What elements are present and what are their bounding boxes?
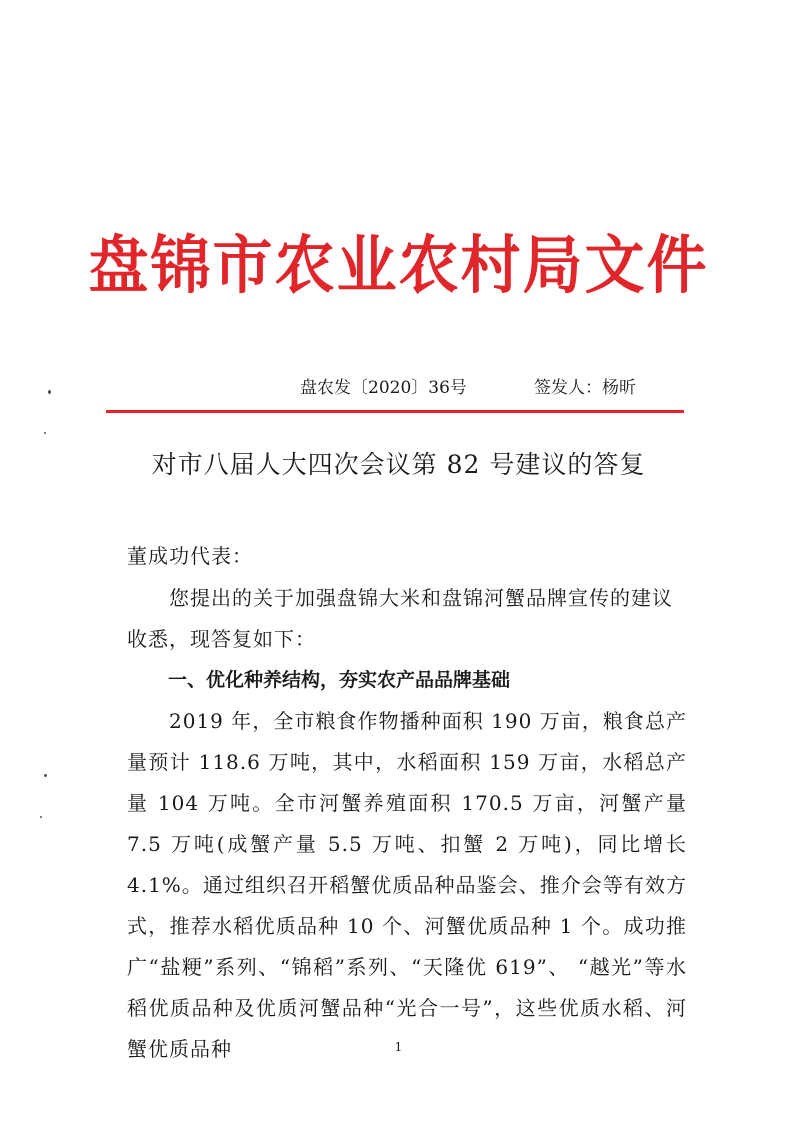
scan-speck: [44, 432, 46, 434]
scan-speck: [44, 774, 47, 777]
document-title: 对市八届人大四次会议第 82 号建议的答复: [151, 450, 646, 479]
paragraph-body: 2019 年，全市粮食作物播种面积 190 万亩，粮食总产量预计 118.6 万吨，其中，水稻面积 159 万亩，水稻总产量 104 万吨。全市河蟹养殖面积 170.5 万亩，河蟹产量 7.5 万吨(成蟹产量 5.5 万吨、扣蟹 2 万吨)，同比增长 4.1%。通过组织召开稻蟹优质品种品鉴会、推介会等有效方式，推荐水稻优质品种 10 个、河蟹优质品种 1 个。成功推广“盐粳”系列、“锦稻”系列、“天隆优 619”、 “越光”等水稻优质品种及优质河蟹品种“光合一号”，这些优质水稻、河蟹优质品种: [127, 709, 687, 1061]
salutation: 董成功代表：: [127, 544, 253, 568]
scan-speck: [40, 816, 42, 818]
document-signer: 签发人：杨昕: [534, 378, 636, 398]
paragraph-intro: 您提出的关于加强盘锦大米和盘锦河蟹品牌宣传的建议收悉，现答复如下：: [127, 586, 673, 651]
header-divider: [106, 410, 684, 413]
document-meta: [0, 373, 797, 403]
scan-speck: [48, 390, 51, 394]
document-header-title: 盘锦市农业农村局文件: [88, 229, 709, 303]
document-number: 盘农发〔2020〕36号: [300, 378, 467, 398]
section-heading: 一、优化种养结构，夯实农产品品牌基础: [168, 669, 511, 691]
page-number: 1: [394, 1040, 403, 1054]
